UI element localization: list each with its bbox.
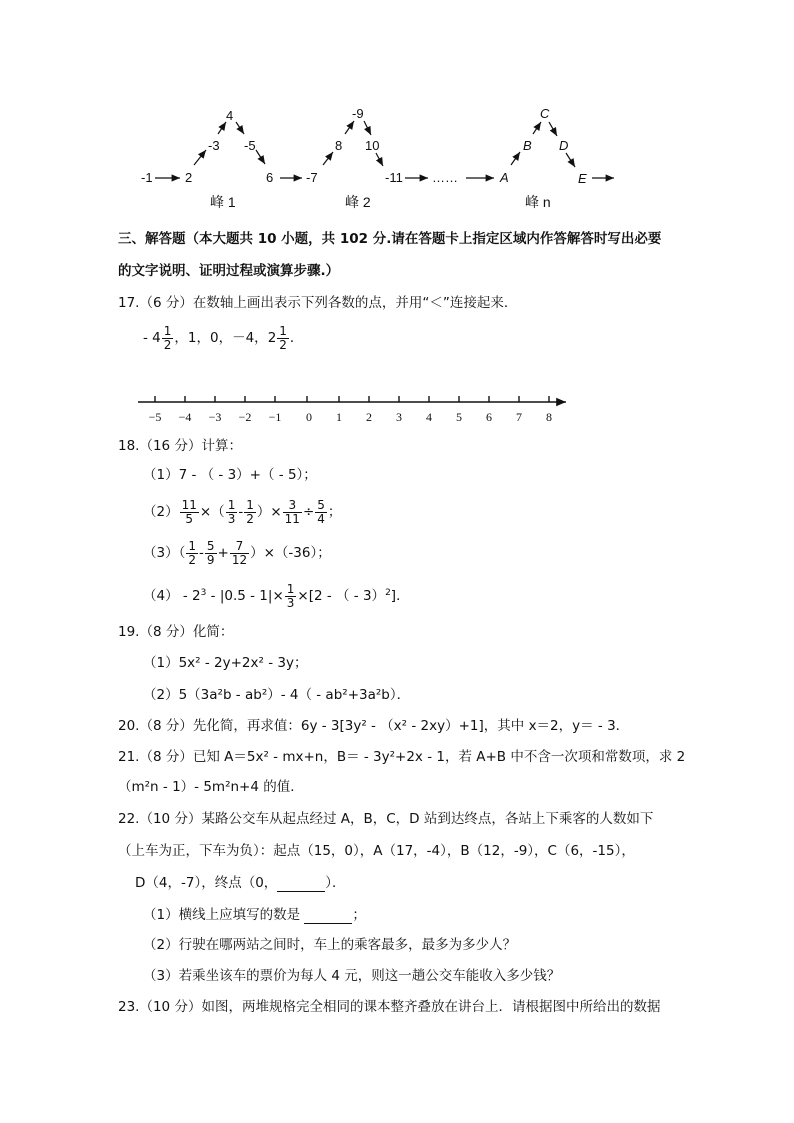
answer-blank (304, 911, 352, 924)
arrow (511, 152, 520, 165)
arrow (323, 152, 333, 165)
arrow (376, 153, 383, 166)
node-label: 4 (226, 108, 234, 123)
peak-label: 峰 1 (210, 194, 236, 210)
tick-label: 0 (306, 410, 312, 424)
node-label: A (500, 170, 509, 185)
node-label: -3 (208, 138, 220, 153)
node-label: 8 (335, 138, 343, 153)
tick-label: −5 (148, 410, 162, 424)
mixed-int: 2 (267, 330, 277, 346)
node-label: E (578, 171, 587, 186)
question-18-part-1: （1）7 - （ - 3）+（ - 5）； (143, 467, 317, 483)
node-label: 10 (365, 138, 380, 153)
question-22-line-3: D（4，-7），终点（0， ）． (135, 875, 346, 891)
question-22-part-2: （2）行驶在哪两站之间时，车上的乘客最多，最多为多少人？ (143, 937, 517, 953)
tick-label: −2 (238, 410, 252, 424)
tick-label: 2 (366, 410, 372, 424)
question-17-stem: 17.（6 分）在数轴上画出表示下列各数的点，并用“＜”连接起来． (118, 295, 518, 311)
text: ． (289, 330, 304, 346)
number-line (138, 396, 566, 402)
mixed-int: - 4 (143, 330, 161, 346)
tick-label: 3 (396, 410, 402, 424)
tick-label: −1 (268, 410, 282, 424)
peak-label: 峰 n (525, 194, 551, 210)
tick-label: 6 (486, 410, 492, 424)
ellipsis: …… (432, 170, 458, 185)
question-18-stem: 18.（16 分）计算： (118, 438, 242, 454)
tick-label: −3 (208, 410, 222, 424)
node-label: B (523, 138, 532, 153)
arrow (566, 153, 575, 167)
arrow (218, 122, 226, 134)
question-22-part-3: （3）若乘坐该车的票价为每人 4 元，则这一趟公交车能收入多少钱？ (143, 968, 561, 984)
node-label: -1 (141, 170, 153, 185)
node-label: 6 (266, 170, 274, 185)
tick-label: −4 (178, 410, 192, 424)
question-19-part-2: （2）5（3a²b - ab²）- 4（ - ab²+3a²b）． (143, 687, 411, 703)
question-18-part-4: $(4) - 2^3 - |0.5 - 1|\times$ $\frac{1}{3}$ ×[2 - （ - 3）$^2$]． (143, 581, 410, 610)
arrow (533, 122, 541, 134)
arrow (194, 150, 206, 165)
question-21-line-1: 21.（8 分）已知 A＝5x² - mx+n，B＝ - 3y²+2x - 1，若 A+B 中不含一次项和常数项，求 2 (118, 749, 686, 765)
tick-label: 4 (426, 410, 432, 424)
arrow (345, 121, 354, 134)
node-label: 2 (185, 170, 193, 185)
question-23-line-1: 23.（10 分）如图，两堆规格完全相同的课本整齐叠放在讲台上．请根据图中所给出的数据 (118, 999, 661, 1015)
node-label: D (559, 138, 569, 153)
question-22-line-2: （上车为正，下车为负）：起点（15，0），A（17，-4），B（12，-9），C（6，-15）， (118, 843, 635, 859)
arrow (256, 150, 265, 164)
arrow (549, 122, 557, 136)
tick-label: 1 (336, 410, 342, 424)
question-19-part-1: （1）5x² - 2y+2x² - 3y； (143, 655, 308, 671)
section-heading-cont: 的文字说明、证明过程或演算步骤.） (118, 263, 340, 279)
question-17-numbers (143, 322, 303, 354)
node-label: -9 (352, 106, 364, 121)
answer-blank (277, 879, 325, 892)
question-22-line-1: 22.（10 分）某路公交车从起点经过 A，B，C，D 站到达终点，各站上下乘客的人数如下 (118, 811, 654, 827)
node-label: -7 (306, 170, 318, 185)
node-label: C (540, 106, 550, 121)
text: ，1，0，－4， (174, 330, 268, 346)
question-20: 20.（8 分）先化简，再求值：6y - 3[3y² - （x² - 2xy）+1]，其中 x＝2，y＝ - 3． (118, 718, 630, 734)
question-19-stem: 19.（8 分）化简： (118, 624, 234, 640)
question-22-part-1: （1）横线上应填写的数是 ； (143, 907, 366, 923)
question-21-line-2: （m²n - 1）- 5m²n+4 的值． (118, 779, 304, 795)
arrow (364, 121, 371, 135)
fraction: $\frac{1}{2}$ (279, 323, 287, 352)
question-18-part-2: （2） $\frac{11}{5}$ ×（ $\frac{1}{3}$ - $\frac{1}{2}$ ）× $\frac{3}{11}$ ÷ $\frac{5}{4}$ ； (143, 497, 342, 526)
tick-label: 7 (516, 410, 522, 424)
peak-label: 峰 2 (345, 194, 371, 210)
question-18-part-3: （3）（ $\frac{1}{2}$ - $\frac{5}{9}$ + $\frac{7}{12}$ ）×（-36）； (143, 538, 331, 567)
section-heading: 三、解答题（本大题共 10 小题，共 102 分.请在答题卡上指定区域内作答解答时写出必要 (118, 231, 662, 247)
node-label: -11 (385, 170, 403, 185)
arrow (236, 122, 244, 134)
node-label: -5 (244, 138, 256, 153)
tick-label: 5 (456, 410, 462, 424)
tick-label: 8 (546, 410, 552, 424)
fraction: $\frac{1}{2}$ (163, 323, 172, 352)
